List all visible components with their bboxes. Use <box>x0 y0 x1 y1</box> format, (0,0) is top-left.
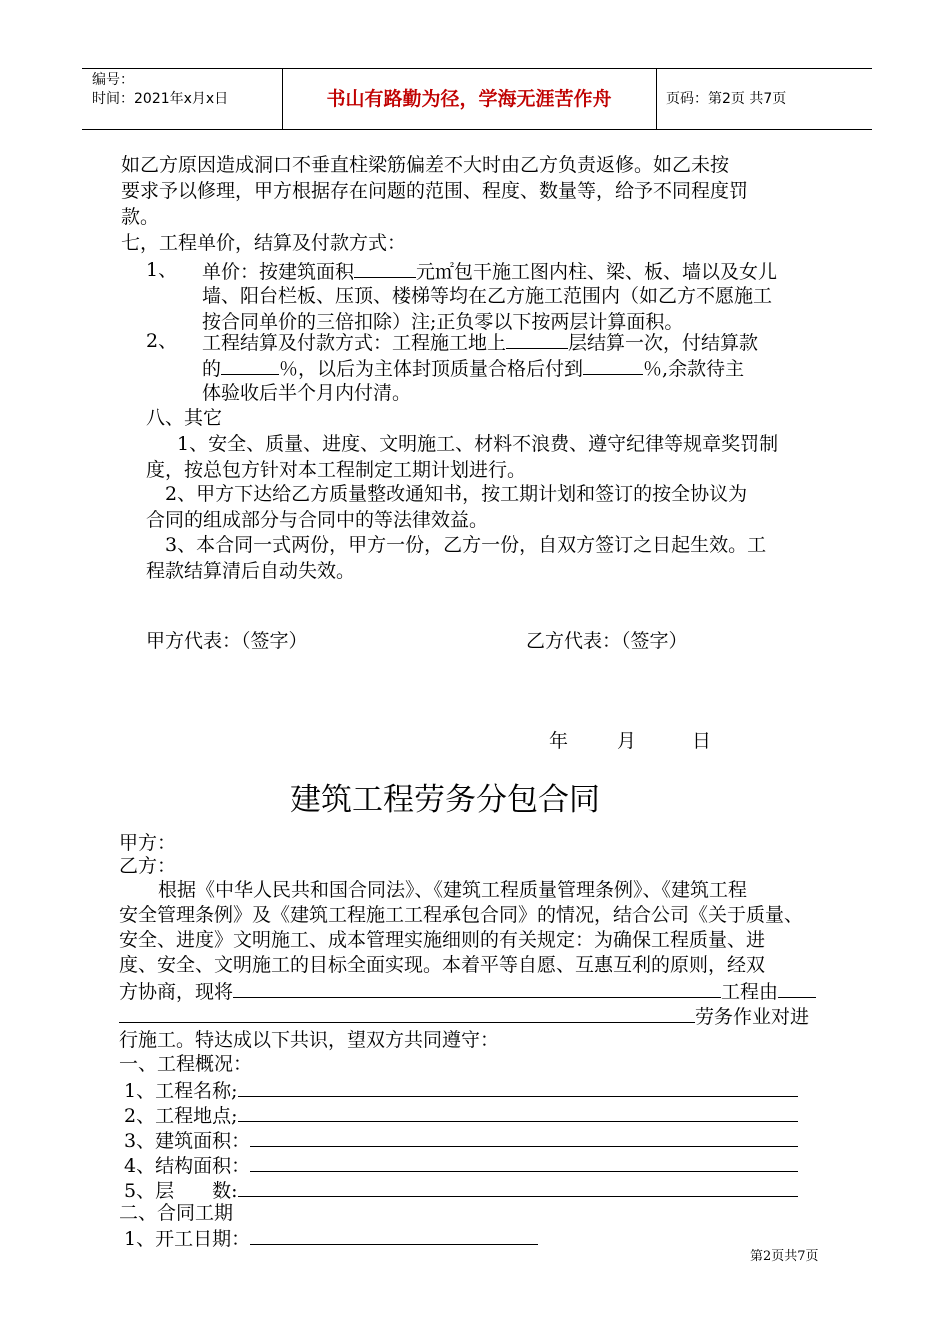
date-year: 年 <box>549 730 569 752</box>
text-line: 3、本合同一式两份，甲方一份，乙方一份，自双方签订之日起生效。工 <box>165 534 767 556</box>
section-heading: 二、合同工期 <box>119 1202 234 1224</box>
text-line: 如乙方原因造成洞口不垂直柱梁筋偏差不大时由乙方负责返修。如乙未按 <box>121 154 730 176</box>
blank-field <box>250 1224 538 1245</box>
signature-party-b: 乙方代表：（签字） <box>526 630 688 652</box>
text-line: 单价：按建筑面积 元㎡包干施工图内柱、梁、板、墙以及女儿 <box>202 257 777 285</box>
list-item: 4、结构面积： <box>124 1151 798 1179</box>
serial-label: 编号： <box>92 72 134 88</box>
text-line: 按合同单价的三倍扣除）注;正负零以下按两层计算面积。 <box>202 311 684 333</box>
blank-field <box>119 1002 695 1023</box>
header-divider <box>656 69 657 129</box>
blank-field <box>250 1151 798 1172</box>
text-line: 劳务作业对进 <box>119 1002 809 1030</box>
text-line: 款。 <box>121 206 160 228</box>
text-line: 根据《中华人民共和国合同法》、《建筑工程质量管理条例》、《建筑工程 <box>158 879 748 901</box>
date-month: 月 <box>617 730 637 752</box>
list-number: 1、 <box>146 259 178 281</box>
list-item: 1、工程名称; <box>124 1076 798 1104</box>
text-line: 安全管理条例》及《建筑工程施工工程承包合同》的情况，结合公司《关于质量、 <box>119 904 804 926</box>
text-line: 行施工。特达成以下共识，望双方共同遵守： <box>119 1029 500 1051</box>
text-line: 方协商，现将 工程由 <box>119 977 816 1005</box>
blank-field <box>233 977 721 998</box>
signature-party-a: 甲方代表：（签字） <box>146 630 308 652</box>
list-item: 1、开工日期： <box>124 1224 538 1252</box>
blank-field <box>221 354 279 375</box>
text-line: 2、甲方下达给乙方质量整改通知书，按工期计划和签订的按全协议为 <box>165 483 748 505</box>
text-line: 安全、进度》文明施工、成本管理实施细则的有关规定：为确保工程质量、进 <box>119 929 766 951</box>
contract-title: 建筑工程劳务分包合同 <box>290 782 600 818</box>
text-line: 1、安全、质量、进度、文明施工、材料不浪费、遵守纪律等规章奖罚制 <box>177 433 779 455</box>
blank-field <box>238 1176 798 1197</box>
page-header <box>82 68 872 130</box>
text-line: 工程结算及付款方式：工程施工地上 层结算一次，付结算款 <box>202 328 758 356</box>
party-b-label: 乙方： <box>119 855 177 877</box>
text-line: 墙、阳台栏板、压顶、楼梯等均在乙方施工范围内（如乙方不愿施工 <box>202 285 773 307</box>
header-meta <box>92 71 282 109</box>
page-footer: 第2页共7页 <box>750 1249 819 1264</box>
list-number: 2、 <box>146 330 178 352</box>
party-a-label: 甲方： <box>119 832 177 854</box>
text-line: 合同的组成部分与合同中的等法律效益。 <box>146 509 489 531</box>
blank-field <box>506 328 568 349</box>
time-label: 时间：2021年x月x日 <box>92 91 229 107</box>
list-item: 2、工程地点; <box>124 1101 798 1129</box>
list-item: 3、建筑面积： <box>124 1126 798 1154</box>
section-heading: 一、工程概况： <box>119 1053 253 1075</box>
blank-field <box>778 977 816 998</box>
header-page-label: 页码：第2页 共7页 <box>666 91 787 107</box>
list-item: 5、层 数: <box>124 1176 798 1204</box>
section-heading: 八、其它 <box>146 407 223 429</box>
text-line: 程款结算清后自动失效。 <box>146 560 356 582</box>
blank-field <box>238 1076 798 1097</box>
blank-field <box>238 1101 798 1122</box>
header-motto: 书山有路勤为径，学海无涯苦作舟 <box>326 88 612 110</box>
section-heading: 七，工程单价，结算及付款方式： <box>121 232 407 254</box>
date-day: 日 <box>692 730 712 752</box>
text-line: 要求予以修理，甲方根据存在问题的范围、程度、数量等，给予不同程度罚 <box>121 180 749 202</box>
blank-field <box>250 1126 798 1147</box>
text-line: 体验收后半个月内付清。 <box>202 382 412 404</box>
text-line: 的 ％，以后为主体封顶质量合格后付到 ％,余款待主 <box>202 354 744 382</box>
text-line: 度，按总包方针对本工程制定工期计划进行。 <box>146 459 527 481</box>
blank-field <box>354 257 416 278</box>
text-line: 度、安全、文明施工的目标全面实现。本着平等自愿、互惠互利的原则，经双 <box>119 954 766 976</box>
blank-field <box>583 354 643 375</box>
